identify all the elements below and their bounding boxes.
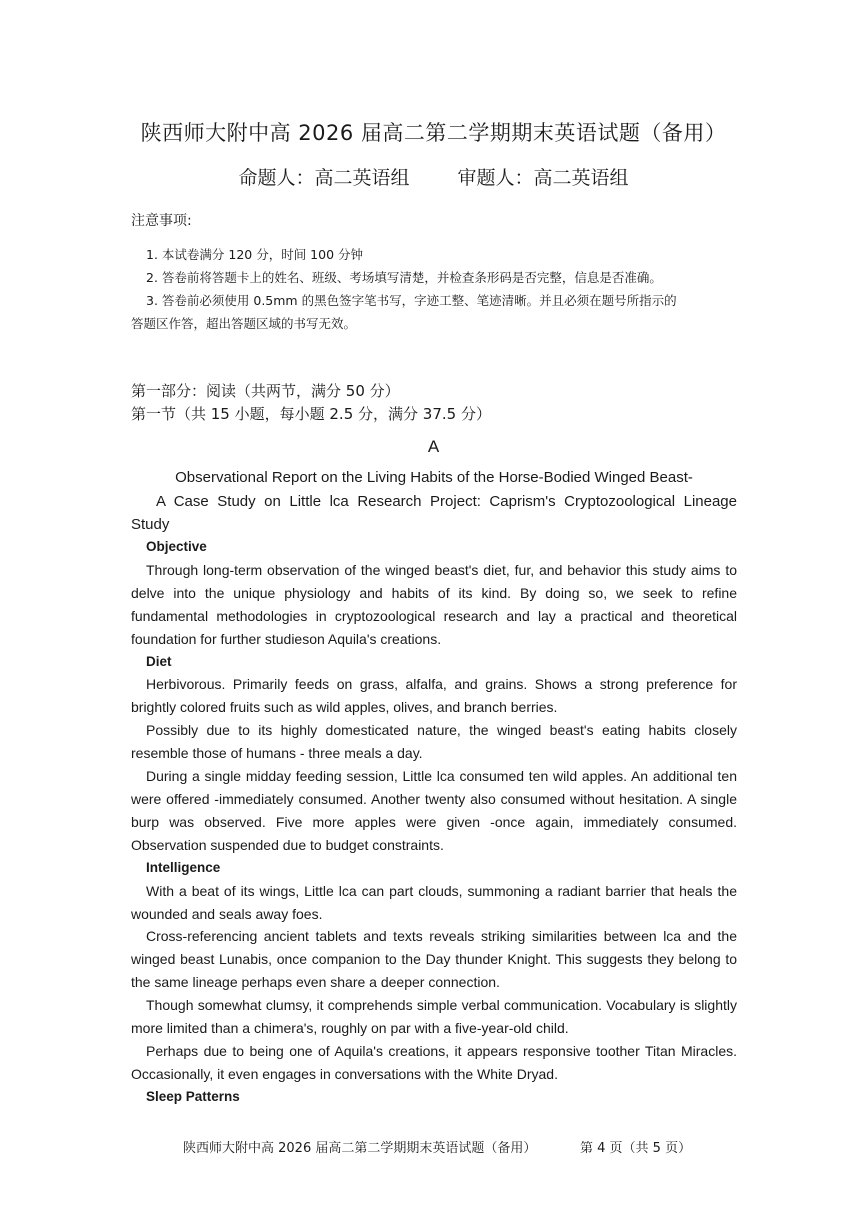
exam-title: 陕西师大附中高 2026 届高二第二学期期末英语试题（备用）: [140, 121, 727, 145]
diet-heading: Diet: [146, 653, 172, 669]
notice-heading: 注意事项:: [131, 213, 192, 229]
reading-passage: [131, 465, 737, 1109]
notice-item: 3. 答卷前必须使用 0.5mm 的黑色签字笔书写，字迹工整、笔迹清晰。并且必须在题号所指示的: [146, 293, 677, 308]
intelligence-heading: Intelligence: [146, 859, 221, 875]
footer-title: 陕西师大附中高 2026 届高二第二学期期末英语试题（备用）: [183, 1141, 537, 1156]
reviewer-label: 审题人：高二英语组: [457, 167, 629, 189]
objective-paragraph: Through long-term observation of the winged beast's diet, fur, and behavior this study aims to delve into the unique physiology and habits of its kind. By doing so, we seek to refine fundamental methodologies in cryptozoological research and lay a practical and theoretical foundation for further studieson Aquila's creations.: [131, 561, 737, 647]
intelligence-paragraph: Perhaps due to being one of Aquila's creations, it appears responsive toother Titan Miracles. Occasionally, it even engages in conversations with the White Dryad.: [131, 1042, 737, 1082]
page-number: 第 4 页（共 5 页）: [580, 1141, 692, 1156]
diet-paragraph: During a single midday feeding session, Little lca consumed ten wild apples. An additional ten were offered -immediately consumed. Another twenty also consumed without hesitation. A single burp was observed. Five more apples were given -once again, immediately consumed. Observation suspended due to budget constraints.: [131, 768, 737, 853]
part-heading: 第一部分：阅读（共两节，满分 50 分）: [131, 382, 400, 400]
passage-title-line: Study: [131, 516, 170, 533]
intelligence-paragraph: Cross-referencing ancient tablets and texts reveals striking similarities between lca and the winged beast Lunabis, once companion to the Day thunder Knight. This suggests they belong to the same lineage perhaps even share a deeper connection.: [131, 928, 737, 991]
intelligence-paragraph: Though somewhat clumsy, it comprehends simple verbal communication. Vocabulary is slightly more limited than a chimera's, roughly on par with a five-year-old child.: [131, 997, 737, 1037]
exam-subtitle: [0, 163, 867, 190]
diet-paragraph: Possibly due to its highly domesticated nature, the winged beast's eating habits closely resemble those of humans - three meals a day.: [131, 722, 737, 762]
passage-title-line: A Case Study on Little lca Research Project: Caprism's Cryptozoological Lineage: [156, 493, 737, 510]
notice-item-continued: 答题区作答，超出答题区域的书写无效。: [131, 316, 357, 331]
setter-label: 命题人：高二英语组: [238, 167, 410, 189]
sleep-heading: Sleep Patterns: [146, 1088, 240, 1104]
passage-title-line: Observational Report on the Living Habits of the Horse-Bodied Winged Beast-: [175, 469, 693, 486]
diet-paragraph: Herbivorous. Primarily feeds on grass, alfalfa, and grains. Shows a strong preference for brightly colored fruits such as wild apples, olives, and branch berries.: [131, 676, 737, 716]
objective-heading: Objective: [146, 539, 207, 554]
section-heading: 第一节（共 15 小题，每小题 2.5 分，满分 37.5 分）: [131, 405, 491, 423]
notice-item: 2. 答卷前将答题卡上的姓名、班级、考场填写清楚，并检查条形码是否完整，信息是否准确。: [146, 270, 662, 285]
passage-letter: A: [427, 437, 440, 456]
notice-item: 1. 本试卷满分 120 分，时间 100 分钟: [146, 247, 364, 262]
intelligence-paragraph: With a beat of its wings, Little lca can part clouds, summoning a radiant barrier that heals the wounded and seals away foes.: [131, 882, 737, 922]
